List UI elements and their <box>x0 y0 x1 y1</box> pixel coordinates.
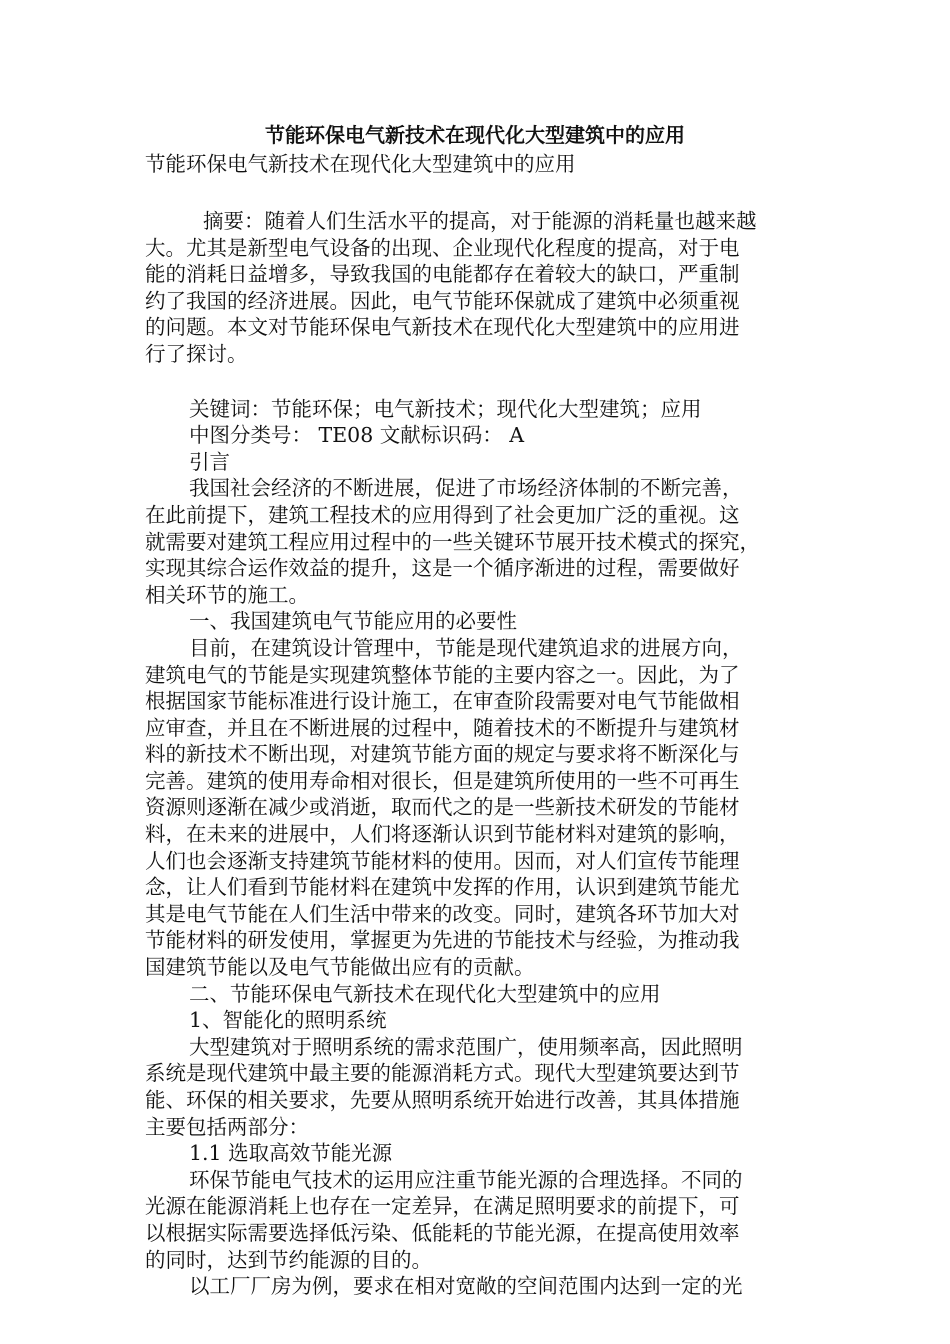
intro-heading: 引言 <box>189 449 230 474</box>
paragraph-line: 光源在能源消耗上也存在一定差异，在满足照明要求的前提下，可 <box>145 1194 740 1219</box>
paragraph-line: 其是电气节能在人们生活中带来的改变。同时，建筑各环节加大对 <box>145 901 740 926</box>
subsection-heading: 1.1 选取高效节能光源 <box>189 1141 393 1166</box>
spacer <box>145 178 805 208</box>
paragraph-line: 应审查，并且在不断进展的过程中，随着技术的不断提升与建筑材 <box>145 715 740 740</box>
keywords: 关键词：节能环保；电气新技术；现代化大型建筑；应用 <box>189 396 702 421</box>
document-page <box>145 120 805 1300</box>
paragraph-line: 能、环保的相关要求，先要从照明系统开始进行改善，其具体措施 <box>145 1088 740 1112</box>
paragraph-line: 料的新技术不断出现，对建筑节能方面的规定与要求将不断深化与 <box>145 742 740 767</box>
subsection-heading: 1、智能化的照明系统 <box>189 1008 387 1033</box>
abstract-line: 摘要：随着人们生活水平的提高，对于能源的消耗量也越来越 <box>203 209 757 233</box>
paragraph-line: 根据国家节能标准进行设计施工，在审查阶段需要对电气节能做相 <box>145 689 740 714</box>
paragraph-line: 的同时，达到节约能源的目的。 <box>145 1247 432 1272</box>
section-heading: 一、我国建筑电气节能应用的必要性 <box>189 609 517 634</box>
abstract-line: 约了我国的经济进展。因此，电气节能环保就成了建筑中必须重视 <box>145 288 740 313</box>
classification: 中图分类号： TE08 文献标识码： A <box>189 423 525 448</box>
section2-1-1-paragraph <box>145 1167 805 1273</box>
document-subtitle: 节能环保电气新技术在现代化大型建筑中的应用 <box>145 152 576 176</box>
paragraph-line: 以根据实际需要选择低污染、低能耗的节能光源，在提高使用效率 <box>145 1220 740 1245</box>
paragraph-line: 以工厂厂房为例，要求在相对宽敞的空间范围内达到一定的光 <box>189 1274 743 1299</box>
paragraph-line: 节能材料的研发使用，掌握更为先进的节能技术与经验，为推动我 <box>145 928 740 953</box>
paragraph-line: 目前，在建筑设计管理中，节能是现代建筑追求的进展方向， <box>189 635 743 660</box>
paragraph-line: 念，让人们看到节能材料在建筑中发挥的作用，认识到建筑节能尤 <box>145 875 740 900</box>
paragraph-line: 完善。建筑的使用寿命相对很长，但是建筑所使用的一些不可再生 <box>145 768 740 793</box>
spacer <box>145 368 805 396</box>
abstract-line: 的问题。本文对节能环保电气新技术在现代化大型建筑中的应用进 <box>145 315 740 340</box>
paragraph-line: 主要包括两部分： <box>145 1114 309 1139</box>
paragraph-line: 国建筑节能以及电气节能做出应有的贡献。 <box>145 955 535 980</box>
paragraph-line: 相关环节的施工。 <box>145 582 309 607</box>
paragraph-line: 实现其综合运作效益的提升，这是一个循序渐进的过程，需要做好 <box>145 556 740 581</box>
paragraph-line: 建筑电气的节能是实现建筑整体节能的主要内容之一。因此，为了 <box>145 662 740 687</box>
section-heading: 二、节能环保电气新技术在现代化大型建筑中的应用 <box>189 981 661 1006</box>
abstract-line: 行了探讨。 <box>145 341 248 366</box>
paragraph-line: 在此前提下，建筑工程技术的应用得到了社会更加广泛的重视。这 <box>145 502 740 527</box>
section2-1-paragraph <box>145 1034 805 1140</box>
paragraph-line: 就需要对建筑工程应用过程中的一些关键环节展开技术模式的探究， <box>145 529 760 554</box>
paragraph-line: 大型建筑对于照明系统的需求范围广，使用频率高，因此照明 <box>189 1034 743 1059</box>
abstract <box>145 208 805 368</box>
abstract-line: 能的消耗日益增多，导致我国的电能都存在着较大的缺口，严重制 <box>145 262 740 287</box>
paragraph-line: 资源则逐渐在减少或消逝，取而代之的是一些新技术研发的节能材 <box>145 795 740 820</box>
paragraph-line: 人们也会逐渐支持建筑节能材料的使用。因而，对人们宣传节能理 <box>145 848 740 873</box>
intro-paragraph <box>145 475 805 608</box>
paragraph-line: 我国社会经济的不断进展，促进了市场经济体制的不断完善， <box>189 476 743 501</box>
paragraph-line: 系统是现代建筑中最主要的能源消耗方式。现代大型建筑要达到节 <box>145 1061 740 1086</box>
document-title: 节能环保电气新技术在现代化大型建筑中的应用 <box>265 123 685 147</box>
abstract-line: 大。尤其是新型电气设备的出现、企业现代化程度的提高，对于电 <box>145 235 740 260</box>
section1-paragraph <box>145 635 805 981</box>
paragraph-line: 环保节能电气技术的运用应注重节能光源的合理选择。不同的 <box>189 1167 743 1192</box>
paragraph-line: 料，在未来的进展中，人们将逐渐认识到节能材料对建筑的影响， <box>145 822 740 847</box>
